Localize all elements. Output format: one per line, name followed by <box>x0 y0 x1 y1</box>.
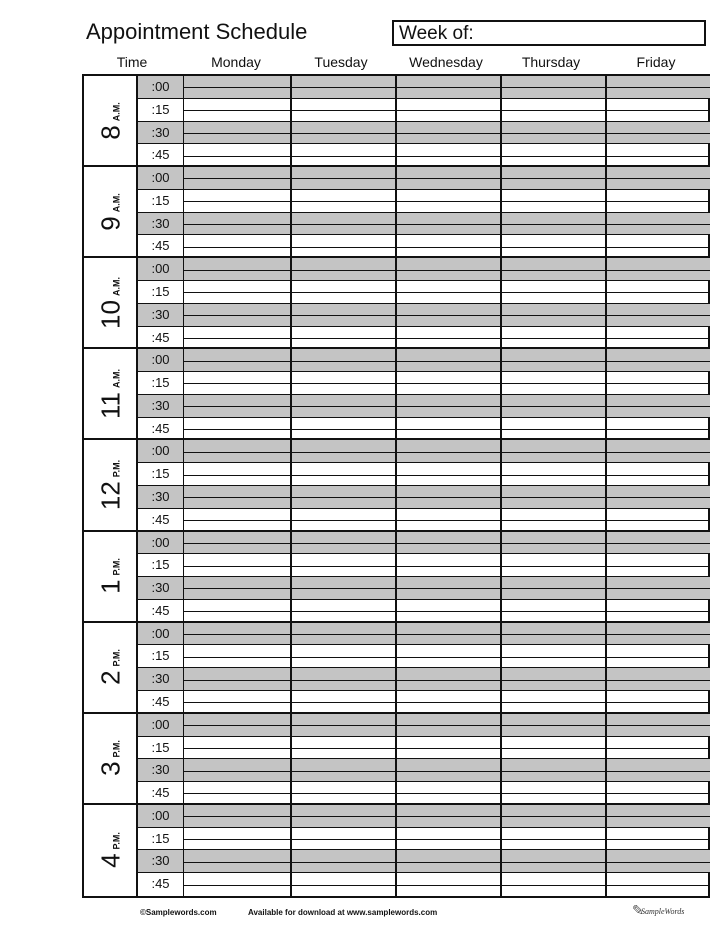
day-column-divider <box>500 76 502 896</box>
slot-label: :00 <box>138 258 184 280</box>
samplewords-logo <box>632 900 692 920</box>
writing-line <box>184 110 710 111</box>
hour-number: 10 <box>95 299 126 329</box>
footer-download-text: Available for download at www.samplewords.com <box>248 908 438 917</box>
slot-label: :00 <box>138 349 184 371</box>
writing-line <box>184 680 710 681</box>
slot-label: :30 <box>138 486 184 508</box>
time-slot-row[interactable] <box>138 167 710 190</box>
hour-number: 12 <box>95 481 126 511</box>
time-slot-row[interactable] <box>138 99 710 122</box>
slot-label: :30 <box>138 213 184 235</box>
hour-period: A.M. <box>111 101 122 121</box>
hour-label <box>84 714 138 803</box>
writing-line <box>184 520 710 521</box>
time-slot-row[interactable] <box>138 486 710 509</box>
column-header-thursday: Thursday <box>521 54 581 70</box>
writing-line <box>184 87 710 88</box>
slot-label: :00 <box>138 167 184 189</box>
hour-number: 1 <box>95 579 126 594</box>
hour-period: P.M. <box>111 558 122 576</box>
hour-number: 4 <box>95 853 126 869</box>
writing-line <box>184 338 710 339</box>
slot-label: :00 <box>138 714 184 736</box>
writing-line <box>184 383 710 384</box>
slot-label: :45 <box>138 327 184 350</box>
writing-line <box>184 862 710 863</box>
time-slot-row[interactable] <box>138 759 710 782</box>
writing-line <box>184 634 710 635</box>
week-of-field[interactable] <box>392 20 706 46</box>
hour-period: P.M. <box>111 649 122 667</box>
time-slot-row[interactable] <box>138 463 710 486</box>
time-slot-row[interactable] <box>138 76 710 99</box>
slot-label: :00 <box>138 805 184 827</box>
writing-line <box>184 543 710 544</box>
day-column-divider <box>290 76 292 896</box>
slot-label: :15 <box>138 463 184 485</box>
hour-period: A.M. <box>111 276 122 296</box>
hour-label <box>84 258 138 347</box>
schedule-grid <box>82 74 710 898</box>
time-slot-row[interactable] <box>138 577 710 600</box>
time-slot-row[interactable] <box>138 122 710 145</box>
page-title: Appointment Schedule <box>86 19 308 44</box>
writing-line <box>184 270 710 271</box>
hour-period: P.M. <box>111 832 122 850</box>
time-slot-row[interactable] <box>138 828 710 851</box>
time-slot-row[interactable] <box>138 258 710 281</box>
time-slot-row[interactable] <box>138 213 710 236</box>
time-slot-row[interactable] <box>138 714 710 737</box>
slot-label: :45 <box>138 600 184 623</box>
time-slot-row[interactable] <box>138 418 710 441</box>
writing-line <box>184 566 710 567</box>
slot-label: :30 <box>138 304 184 326</box>
writing-line <box>184 133 710 134</box>
writing-line <box>184 611 710 612</box>
hour-number: 8 <box>95 124 126 140</box>
slot-label: :00 <box>138 440 184 462</box>
time-slot-row[interactable] <box>138 737 710 760</box>
hour-period: A.M. <box>111 368 122 388</box>
hour-label <box>84 623 138 712</box>
slot-label: :45 <box>138 144 184 167</box>
slot-label: :15 <box>138 737 184 759</box>
slot-label: :30 <box>138 577 184 599</box>
slot-label: :15 <box>138 554 184 576</box>
hour-label <box>84 76 138 165</box>
time-slot-row[interactable] <box>138 327 710 350</box>
slot-label: :30 <box>138 850 184 872</box>
slot-label: :30 <box>138 122 184 144</box>
slot-label: :45 <box>138 873 184 896</box>
writing-line <box>184 839 710 840</box>
slot-label: :30 <box>138 668 184 690</box>
logo-text: SampleWords <box>641 907 685 916</box>
column-header-tuesday: Tuesday <box>314 54 368 70</box>
time-slot-row[interactable] <box>138 623 710 646</box>
time-slot-row[interactable] <box>138 873 710 896</box>
time-slot-row[interactable] <box>138 805 710 828</box>
time-slot-row[interactable] <box>138 144 710 167</box>
writing-line <box>184 315 710 316</box>
hour-label <box>84 532 138 621</box>
writing-line <box>184 406 710 407</box>
writing-line <box>184 452 710 453</box>
hour-number: 9 <box>95 215 126 231</box>
pen-icon: ✎ <box>632 902 644 918</box>
hour-period: A.M. <box>111 192 122 212</box>
time-slot-row[interactable] <box>138 395 710 418</box>
writing-line <box>184 771 710 772</box>
writing-line <box>184 588 710 589</box>
time-slot-row[interactable] <box>138 668 710 691</box>
week-of-label: Week of: <box>399 23 474 44</box>
slot-label: :45 <box>138 509 184 532</box>
time-slot-row[interactable] <box>138 372 710 395</box>
time-slot-row[interactable] <box>138 600 710 623</box>
writing-line <box>184 429 710 430</box>
slot-label: :00 <box>138 532 184 554</box>
slot-label: :15 <box>138 828 184 850</box>
writing-line <box>184 178 710 179</box>
hour-period: P.M. <box>111 459 122 478</box>
time-slot-row[interactable] <box>138 509 710 532</box>
hour-label <box>84 805 138 896</box>
slot-label: :45 <box>138 235 184 258</box>
slot-label: :30 <box>138 759 184 781</box>
slot-label: :00 <box>138 76 184 98</box>
slot-label: :15 <box>138 281 184 303</box>
time-slot-row[interactable] <box>138 349 710 372</box>
writing-line <box>184 292 710 293</box>
time-slot-row[interactable] <box>138 304 710 327</box>
slot-label: :45 <box>138 418 184 441</box>
slot-label: :15 <box>138 99 184 121</box>
time-slot-row[interactable] <box>138 440 710 463</box>
time-slot-row[interactable] <box>138 281 710 304</box>
time-slot-row[interactable] <box>138 554 710 577</box>
writing-line <box>184 475 710 476</box>
writing-line <box>184 793 710 794</box>
writing-line <box>184 702 710 703</box>
time-slot-row[interactable] <box>138 190 710 213</box>
hour-label <box>84 440 138 529</box>
slot-label: :30 <box>138 395 184 417</box>
time-slot-row[interactable] <box>138 782 710 805</box>
writing-line <box>184 816 710 817</box>
hour-number: 3 <box>95 761 126 777</box>
writing-line <box>184 885 710 886</box>
slot-label: :45 <box>138 691 184 714</box>
writing-line <box>184 224 710 225</box>
writing-line <box>184 156 710 157</box>
slot-label: :15 <box>138 372 184 394</box>
slot-label: :00 <box>138 623 184 645</box>
day-column-divider <box>395 76 397 896</box>
writing-line <box>184 247 710 248</box>
slot-label: :45 <box>138 782 184 805</box>
time-slot-row[interactable] <box>138 235 710 258</box>
time-slot-row[interactable] <box>138 850 710 873</box>
column-header-monday: Monday <box>211 54 261 70</box>
column-header-wednesday: Wednesday <box>409 54 483 70</box>
column-header-time: Time <box>116 54 148 70</box>
day-column-divider <box>605 76 607 896</box>
slot-label: :15 <box>138 190 184 212</box>
writing-line <box>184 725 710 726</box>
column-header-friday: Friday <box>636 54 676 70</box>
writing-line <box>184 497 710 498</box>
writing-line <box>184 748 710 749</box>
time-slot-row[interactable] <box>138 645 710 668</box>
slot-label: :15 <box>138 645 184 667</box>
time-slot-row[interactable] <box>138 691 710 714</box>
writing-line <box>184 361 710 362</box>
writing-line <box>184 201 710 202</box>
hour-period: P.M. <box>111 740 122 758</box>
hour-label <box>84 167 138 256</box>
hour-number: 11 <box>95 391 126 419</box>
time-slot-row[interactable] <box>138 532 710 555</box>
footer-copyright: ©Samplewords.com <box>140 908 217 917</box>
writing-line <box>184 657 710 658</box>
hour-number: 2 <box>95 670 126 686</box>
hour-label <box>84 349 138 438</box>
